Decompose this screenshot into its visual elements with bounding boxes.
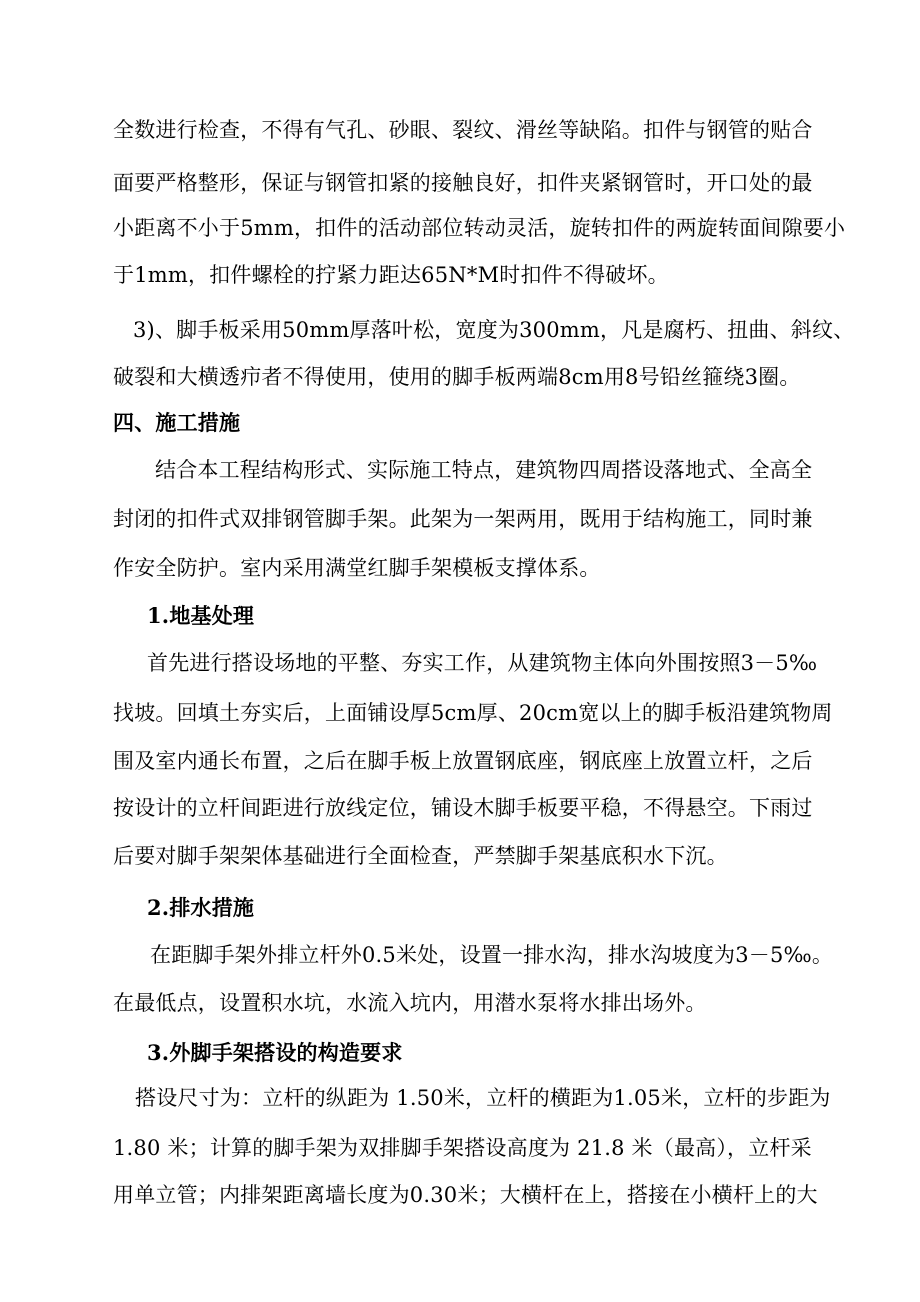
paragraph-line: 小距离不小于5mm，扣件的活动部位转动灵活，旋转扣件的两旋转面间隙要小	[113, 216, 846, 240]
subsection-heading: 3.外脚手架搭设的构造要求	[147, 1040, 403, 1065]
paragraph-line: 围及室内通长布置，之后在脚手板上放置钢底座，钢底座上放置立杆，之后	[113, 749, 813, 773]
paragraph-line: 在距脚手架外排立杆外0.5米处，设置一排水沟，排水沟坡度为3－5‰。	[150, 943, 834, 967]
paragraph-line: 找坡。回填土夯实后，上面铺设厚5cm厚、20cm宽以上的脚手板沿建筑物周	[113, 701, 833, 725]
paragraph-line: 面要严格整形，保证与钢管扣紧的接触良好，扣件夹紧钢管时，开口处的最	[113, 171, 813, 195]
subsection-heading: 2.排水措施	[147, 895, 255, 920]
paragraph-line: 1.80 米；计算的脚手架为双排脚手架搭设高度为 21.8 米（最高），立杆采	[113, 1136, 812, 1160]
paragraph-line: 全数进行检查，不得有气孔、砂眼、裂纹、滑丝等缺陷。扣件与钢管的贴合	[113, 118, 813, 142]
paragraph-line: 按设计的立杆间距进行放线定位，铺设木脚手板要平稳，不得悬空。下雨过	[113, 796, 813, 820]
section-heading: 四、施工措施	[113, 410, 241, 435]
paragraph-line: 结合本工程结构形式、实际施工特点，建筑物四周搭设落地式、全高全	[155, 458, 813, 482]
paragraph-line: 于1mm，扣件螺栓的拧紧力距达65N*M时扣件不得破坏。	[113, 263, 669, 287]
paragraph-line: 用单立管；内排架距离墙长度为0.30米；大横杆在上，搭接在小横杆上的大	[113, 1183, 818, 1207]
paragraph-line: 破裂和大横透疖者不得使用，使用的脚手板两端8cm用8号铅丝箍绕3圈。	[113, 365, 801, 389]
subsection-heading: 1.地基处理	[147, 603, 255, 628]
paragraph-line: 后要对脚手架架体基础进行全面检查，严禁脚手架基底积水下沉。	[113, 844, 728, 868]
paragraph-line: 搭设尺寸为：立杆的纵距为 1.50米，立杆的横距为1.05米，立杆的步距为	[135, 1086, 831, 1110]
paragraph-line: 3)、脚手板采用50mm厚落叶松，宽度为300mm，凡是腐朽、扭曲、斜纹、	[133, 318, 855, 342]
paragraph-line: 首先进行搭设场地的平整、夯实工作，从建筑物主体向外围按照3－5‰	[147, 651, 818, 675]
paragraph-line: 封闭的扣件式双排钢管脚手架。此架为一架两用，既用于结构施工，同时兼	[113, 507, 813, 531]
paragraph-line: 在最低点，设置积水坑，水流入坑内，用潜水泵将水排出场外。	[113, 991, 707, 1015]
paragraph-line: 作安全防护。室内采用满堂红脚手架模板支撑体系。	[113, 556, 601, 580]
